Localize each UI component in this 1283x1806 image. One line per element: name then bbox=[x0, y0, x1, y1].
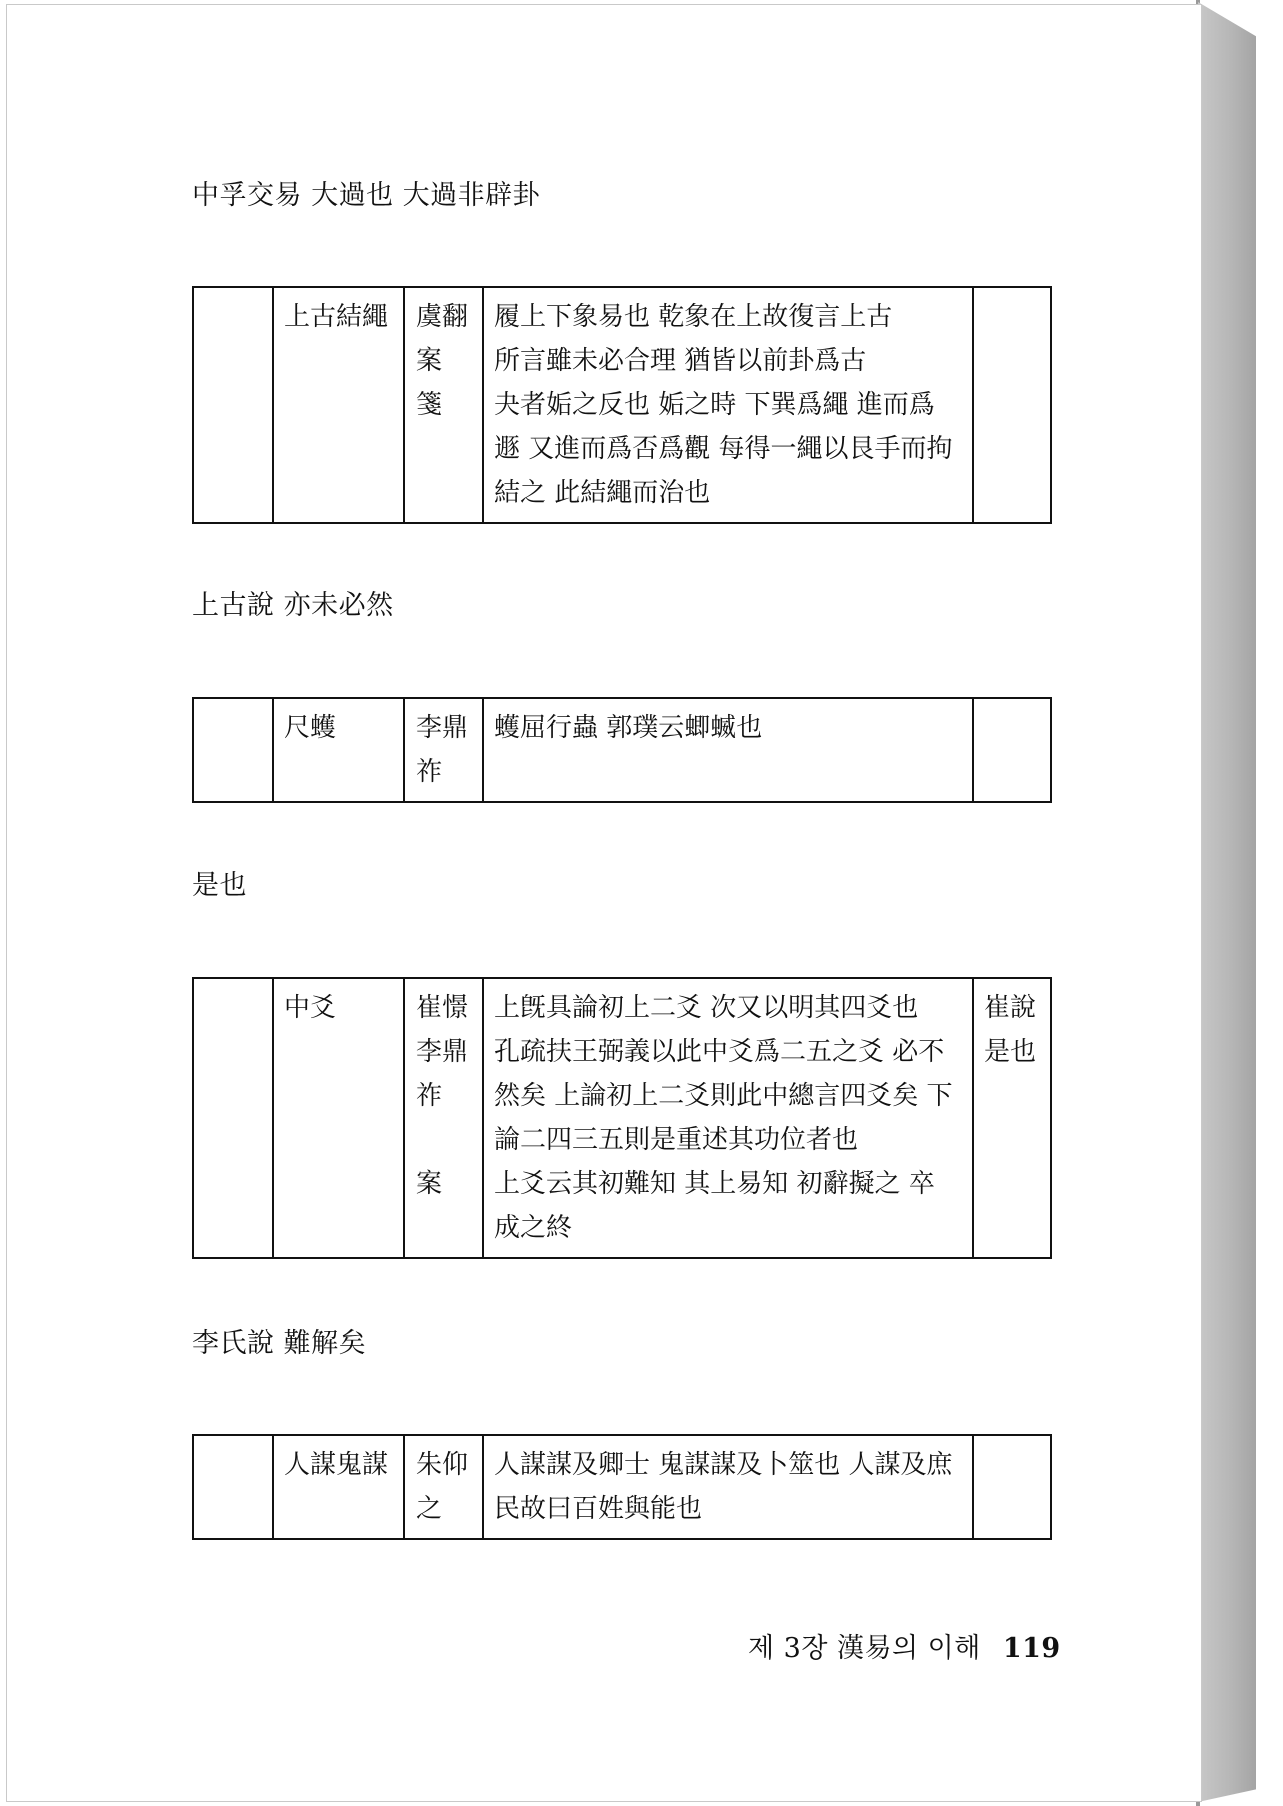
annotation-table bbox=[192, 977, 1052, 1259]
text-cell: 上旣具論初上二爻 次又以明其四爻也 孔疏扶王弼義以此中爻爲二五之爻 必不 然矣 上論初上二爻則此中總言四爻矣 下 論二四三五則是重述其功位者也 上爻云其初難知 其上易知 初辭擬之 卒 成之終 bbox=[483, 978, 973, 1258]
text-cell: 人謀謀及卿士 鬼謀謀及卜筮也 人謀及庶 民故曰百姓與能也 bbox=[483, 1435, 973, 1539]
term-cell: 人謀鬼謀 bbox=[273, 1435, 404, 1539]
table-row bbox=[193, 978, 1051, 1258]
table-row bbox=[193, 1435, 1051, 1539]
paragraph: 李氏說 難解矣 bbox=[192, 1328, 367, 1359]
annotation-table bbox=[192, 286, 1052, 524]
blank-cell bbox=[193, 698, 273, 802]
annotation-table bbox=[192, 1434, 1052, 1540]
note-cell bbox=[973, 1435, 1051, 1539]
author-cell: 李鼎 祚 bbox=[404, 698, 483, 802]
annotation-table bbox=[192, 697, 1052, 803]
text-cell: 履上下象易也 乾象在上故復言上古 所言雖未必合理 猶皆以前卦爲古 夬者姤之反也 姤之時 下巽爲繩 進而爲 遯 又進而爲否爲觀 每得一繩以艮手而拘 結之 此結繩而治也 bbox=[483, 287, 973, 523]
author-cell: 朱仰 之 bbox=[404, 1435, 483, 1539]
paragraph: 上古說 亦未必然 bbox=[192, 590, 394, 621]
table-row bbox=[193, 287, 1051, 523]
page-edge bbox=[1198, 2, 1256, 1802]
term-cell: 中爻 bbox=[273, 978, 404, 1258]
term-cell: 上古結繩 bbox=[273, 287, 404, 523]
author-cell: 崔憬 李鼎 祚 案 bbox=[404, 978, 483, 1258]
note-cell bbox=[973, 287, 1051, 523]
table-row bbox=[193, 698, 1051, 802]
paragraph: 中孚交易 大過也 大過非辟卦 bbox=[192, 180, 541, 211]
note-cell bbox=[973, 698, 1051, 802]
author-cell: 虞翻 案 箋 bbox=[404, 287, 483, 523]
blank-cell bbox=[193, 287, 273, 523]
page-footer bbox=[748, 1626, 1061, 1665]
paragraph: 是也 bbox=[192, 870, 247, 901]
page-number: 119 bbox=[1002, 1633, 1061, 1664]
note-cell: 崔說是也 bbox=[973, 978, 1051, 1258]
blank-cell bbox=[193, 1435, 273, 1539]
term-cell: 尺蠖 bbox=[273, 698, 404, 802]
text-cell: 蠖屈行蟲 郭璞云蝍蝛也 bbox=[483, 698, 973, 802]
chapter-title: 제 3장 漢易의 이해 bbox=[748, 1633, 981, 1664]
blank-cell bbox=[193, 978, 273, 1258]
